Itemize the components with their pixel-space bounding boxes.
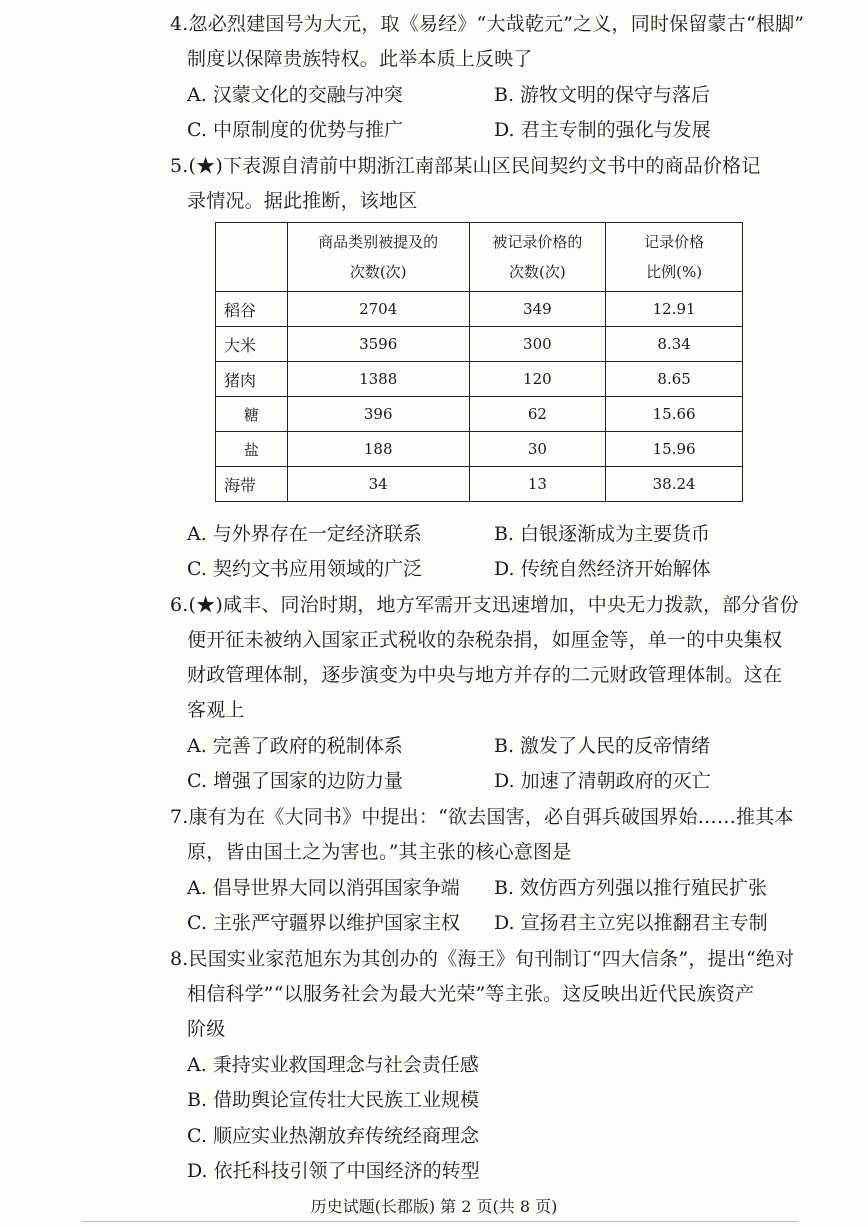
table-cell: 30	[469, 432, 606, 467]
table-cell: 13	[469, 467, 606, 502]
q5-stem-line2: 录情况。据此推断，该地区	[187, 190, 418, 212]
table-header-cell	[216, 223, 288, 292]
page-footer: 历史试题(长郡版) 第 2 页(共 8 页)	[310, 1197, 558, 1216]
q7-stem-line1: 7.康有为在《大同书》中提出：“欲去国害，必自弭兵破国界始……推其本	[170, 806, 794, 828]
q4-option-b[interactable]: B. 游牧文明的保守与落后	[494, 84, 711, 106]
q8-option-d[interactable]: D. 依托科技引领了中国经济的转型	[187, 1160, 480, 1182]
q4-option-c[interactable]: C. 中原制度的优势与推广	[187, 119, 403, 141]
table-cell: 349	[469, 292, 606, 327]
q6-stem-line1: 6.(★)咸丰、同治时期，地方军需开支迅速增加，中央无力拨款，部分省份	[170, 594, 799, 616]
q4-option-a[interactable]: A. 汉蒙文化的交融与冲突	[187, 84, 403, 106]
q6-option-a[interactable]: A. 完善了政府的税制体系	[187, 735, 403, 757]
table-row	[216, 362, 743, 397]
q6-option-c[interactable]: C. 增强了国家的边防力量	[187, 770, 403, 792]
q6-stem-line2: 便开征未被纳入国家正式税收的杂税杂捐，如厘金等，单一的中央集权	[187, 629, 783, 651]
q7-stem-line2: 原，皆由国土之为害也。”其主张的核心意图是	[187, 841, 572, 863]
table-row	[216, 292, 743, 327]
table-cell: 188	[287, 432, 469, 467]
q5-stem-line1: 5.(★)下表源自清前中期浙江南部某山区民间契约文书中的商品价格记	[170, 155, 761, 177]
q5-option-b[interactable]: B. 白银逐渐成为主要货币	[494, 523, 711, 545]
q6-stem-line4: 客观上	[187, 699, 245, 721]
q8-option-a[interactable]: A. 秉持实业救国理念与社会责任感	[187, 1054, 479, 1076]
table-cell: 300	[469, 327, 606, 362]
q8-option-c[interactable]: C. 顺应实业热潮放弃传统经商理念	[187, 1125, 479, 1147]
q4-option-d[interactable]: D. 君主专制的强化与发展	[494, 119, 711, 141]
table-cell: 盐	[216, 432, 288, 467]
table-cell: 12.91	[606, 292, 743, 327]
q8-stem-line1: 8.民国实业家范旭东为其创办的《海王》旬刊制订“四大信条”，提出“绝对	[170, 948, 795, 970]
q7-option-d[interactable]: D. 宣扬君主立宪以推翻君主专制	[494, 912, 768, 934]
q6-option-d[interactable]: D. 加速了清朝政府的灭亡	[494, 770, 711, 792]
table-cell: 15.66	[606, 397, 743, 432]
q5-option-a[interactable]: A. 与外界存在一定经济联系	[187, 523, 422, 545]
table-header-cell: 记录价格 比例(%)	[606, 223, 743, 292]
table-cell: 62	[469, 397, 606, 432]
q4-stem-line1: 4.忽必烈建国号为大元，取《易经》“大哉乾元”之义，同时保留蒙古“根脚”	[170, 13, 805, 35]
q5-option-d[interactable]: D. 传统自然经济开始解体	[494, 558, 711, 580]
q4-stem-line2: 制度以保障贵族特权。此举本质上反映了	[187, 48, 533, 70]
q8-stem-line3: 阶级	[187, 1018, 226, 1040]
q7-option-a[interactable]: A. 倡导世界大同以消弭国家争端	[187, 877, 460, 899]
table-cell: 1388	[287, 362, 469, 397]
table-cell: 猪肉	[216, 362, 288, 397]
q6-option-b[interactable]: B. 激发了人民的反帝情绪	[494, 735, 711, 757]
q7-option-b[interactable]: B. 效仿西方列强以推行殖民扩张	[494, 877, 768, 899]
table-cell: 34	[287, 467, 469, 502]
table-cell: 海带	[216, 467, 288, 502]
table-cell: 8.34	[606, 327, 743, 362]
table-row	[216, 327, 743, 362]
q8-stem-line2: 相信科学”“以服务社会为最大光荣”等主张。这反映出近代民族资产	[187, 983, 755, 1005]
table-header-row	[216, 223, 743, 292]
table-cell: 稻谷	[216, 292, 288, 327]
table-header-cell: 商品类别被提及的 次数(次)	[287, 223, 469, 292]
table-row	[216, 397, 743, 432]
table-cell: 15.96	[606, 432, 743, 467]
table-cell: 2704	[287, 292, 469, 327]
q8-option-b[interactable]: B. 借助舆论宣传壮大民族工业规模	[187, 1089, 480, 1111]
table-cell: 3596	[287, 327, 469, 362]
q5-option-c[interactable]: C. 契约文书应用领域的广泛	[187, 558, 422, 580]
table-cell: 8.65	[606, 362, 743, 397]
q6-stem-line3: 财政管理体制，逐步演变为中央与地方并存的二元财政管理体制。这在	[187, 664, 783, 686]
table-cell: 396	[287, 397, 469, 432]
table-cell: 38.24	[606, 467, 743, 502]
footer-divider	[82, 1221, 798, 1222]
price-record-table	[215, 222, 743, 502]
table-row	[216, 467, 743, 502]
table-cell: 120	[469, 362, 606, 397]
table-header-cell: 被记录价格的 次数(次)	[469, 223, 606, 292]
table-cell: 大米	[216, 327, 288, 362]
q7-option-c[interactable]: C. 主张严守疆界以维护国家主权	[187, 912, 460, 934]
table-row	[216, 432, 743, 467]
table-cell: 糖	[216, 397, 288, 432]
